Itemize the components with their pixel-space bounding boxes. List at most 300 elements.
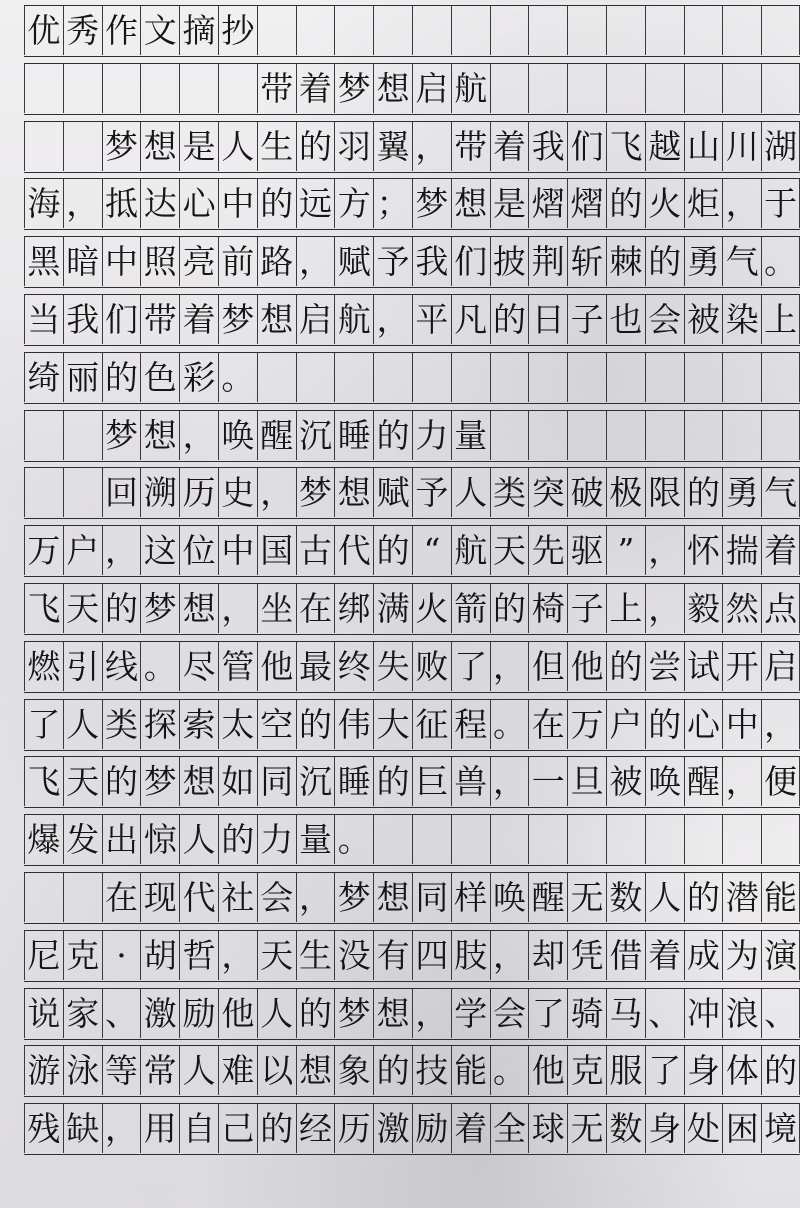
grid-cell bbox=[179, 64, 218, 113]
grid-cell: 经 bbox=[296, 1104, 335, 1153]
grid-cell bbox=[102, 64, 141, 113]
grid-cell: 被 bbox=[606, 757, 645, 806]
grid-cell: 他 bbox=[567, 642, 606, 691]
grid-row bbox=[24, 1045, 800, 1097]
grid-cell bbox=[24, 64, 63, 113]
grid-cell: 凡 bbox=[451, 295, 490, 344]
grid-cell: “ bbox=[412, 526, 451, 575]
grid-cell: 冲 bbox=[684, 989, 723, 1038]
grid-cell: 以 bbox=[257, 1046, 296, 1095]
grid-cell: 心 bbox=[684, 700, 723, 749]
grid-cell: 的 bbox=[645, 700, 684, 749]
grid-cell: ， bbox=[296, 873, 335, 922]
grid-cell: ， bbox=[490, 931, 529, 980]
grid-cell bbox=[296, 6, 335, 55]
grid-cell: 尝 bbox=[645, 642, 684, 691]
grid-cell: 优 bbox=[24, 6, 63, 55]
grid-cell: 、 bbox=[102, 989, 141, 1038]
grid-cell: 他 bbox=[528, 1046, 567, 1095]
grid-row bbox=[24, 178, 800, 230]
grid-cell: 生 bbox=[296, 931, 335, 980]
grid-cell bbox=[761, 815, 800, 864]
grid-cell: 残 bbox=[24, 1104, 63, 1153]
grid-cell: 了 bbox=[528, 989, 567, 1038]
grid-cell bbox=[528, 815, 567, 864]
grid-cell bbox=[412, 815, 451, 864]
grid-cell: 色 bbox=[140, 353, 179, 402]
grid-cell: 想 bbox=[373, 64, 412, 113]
grid-row bbox=[24, 699, 800, 751]
grid-cell: 想 bbox=[179, 584, 218, 633]
grid-cell: 上 bbox=[606, 584, 645, 633]
grid-cell: 在 bbox=[296, 584, 335, 633]
grid-row bbox=[24, 410, 800, 462]
grid-cell: 征 bbox=[412, 700, 451, 749]
grid-cell: 历 bbox=[179, 468, 218, 517]
grid-cell: 毅 bbox=[684, 584, 723, 633]
grid-cell: 试 bbox=[684, 642, 723, 691]
grid-cell bbox=[451, 353, 490, 402]
grid-row bbox=[24, 121, 800, 173]
grid-cell: 出 bbox=[102, 815, 141, 864]
grid-cell bbox=[606, 815, 645, 864]
grid-cell bbox=[645, 353, 684, 402]
grid-cell: 天 bbox=[63, 584, 102, 633]
grid-cell: 人 bbox=[645, 873, 684, 922]
grid-cell: 抄 bbox=[218, 6, 257, 55]
grid-cell: 在 bbox=[102, 873, 141, 922]
grid-cell: 无 bbox=[567, 873, 606, 922]
grid-cell: 气 bbox=[722, 237, 761, 286]
grid-cell: 人 bbox=[257, 989, 296, 1038]
grid-cell bbox=[567, 64, 606, 113]
grid-cell: 回 bbox=[102, 468, 141, 517]
grid-cell: 线 bbox=[102, 642, 141, 691]
grid-cell: 代 bbox=[334, 526, 373, 575]
grid-cell: 人 bbox=[63, 700, 102, 749]
grid-cell: 引 bbox=[63, 642, 102, 691]
grid-cell bbox=[684, 64, 723, 113]
grid-cell: 越 bbox=[645, 122, 684, 171]
grid-cell: 的 bbox=[218, 815, 257, 864]
grid-cell: 全 bbox=[490, 1104, 529, 1153]
grid-cell: 予 bbox=[412, 468, 451, 517]
grid-cell: 火 bbox=[412, 584, 451, 633]
grid-cell: 天 bbox=[257, 931, 296, 980]
grid-cell bbox=[257, 353, 296, 402]
grid-cell: 这 bbox=[140, 526, 179, 575]
grid-cell: 摘 bbox=[179, 6, 218, 55]
grid-cell bbox=[761, 353, 800, 402]
grid-cell bbox=[218, 64, 257, 113]
grid-cell bbox=[24, 122, 63, 171]
grid-cell: 想 bbox=[296, 1046, 335, 1095]
grid-cell: 路 bbox=[257, 237, 296, 286]
grid-cell: 然 bbox=[722, 584, 761, 633]
grid-cell: 着 bbox=[645, 931, 684, 980]
grid-cell: 梦 bbox=[334, 64, 373, 113]
grid-cell: 了 bbox=[24, 700, 63, 749]
grid-cell: 心 bbox=[179, 179, 218, 228]
grid-cell bbox=[606, 353, 645, 402]
grid-cell: 亮 bbox=[179, 237, 218, 286]
grid-cell: 便 bbox=[761, 757, 800, 806]
grid-cell: 最 bbox=[296, 642, 335, 691]
grid-cell: 炬 bbox=[684, 179, 723, 228]
grid-cell: 醒 bbox=[528, 873, 567, 922]
grid-row bbox=[24, 641, 800, 693]
grid-cell: 惊 bbox=[140, 815, 179, 864]
grid-cell: 位 bbox=[179, 526, 218, 575]
grid-cell: 的 bbox=[296, 122, 335, 171]
grid-cell: ， bbox=[412, 122, 451, 171]
grid-row bbox=[24, 1103, 800, 1155]
grid-cell: ， bbox=[490, 757, 529, 806]
grid-cell bbox=[490, 411, 529, 460]
grid-cell: 激 bbox=[373, 1104, 412, 1153]
grid-cell: 川 bbox=[722, 122, 761, 171]
grid-cell: 日 bbox=[528, 295, 567, 344]
grid-cell: 驱 bbox=[567, 526, 606, 575]
grid-cell bbox=[645, 815, 684, 864]
grid-cell bbox=[63, 122, 102, 171]
grid-cell: 熠 bbox=[528, 179, 567, 228]
grid-cell: 在 bbox=[528, 700, 567, 749]
grid-cell: 也 bbox=[606, 295, 645, 344]
grid-cell: 们 bbox=[567, 122, 606, 171]
grid-cell: 翼 bbox=[373, 122, 412, 171]
grid-cell bbox=[373, 815, 412, 864]
grid-cell: 太 bbox=[218, 700, 257, 749]
grid-cell: 的 bbox=[102, 353, 141, 402]
grid-cell: 万 bbox=[24, 526, 63, 575]
grid-cell: 的 bbox=[606, 642, 645, 691]
grid-cell: 程 bbox=[451, 700, 490, 749]
grid-cell: 勇 bbox=[684, 237, 723, 286]
grid-cell: 的 bbox=[606, 179, 645, 228]
grid-cell: 坐 bbox=[257, 584, 296, 633]
grid-cell bbox=[684, 353, 723, 402]
grid-cell: 难 bbox=[218, 1046, 257, 1095]
grid-cell: 现 bbox=[140, 873, 179, 922]
grid-cell bbox=[567, 815, 606, 864]
grid-cell bbox=[722, 815, 761, 864]
grid-cell: 着 bbox=[761, 526, 800, 575]
grid-cell: 于 bbox=[761, 179, 800, 228]
grid-cell bbox=[606, 6, 645, 55]
grid-cell: 的 bbox=[373, 1046, 412, 1095]
grid-cell: 泳 bbox=[63, 1046, 102, 1095]
grid-cell: 前 bbox=[218, 237, 257, 286]
grid-cell: 但 bbox=[528, 642, 567, 691]
grid-cell: 子 bbox=[567, 584, 606, 633]
grid-cell: 管 bbox=[218, 642, 257, 691]
grid-cell: 哲 bbox=[179, 931, 218, 980]
grid-cell: 披 bbox=[490, 237, 529, 286]
grid-cell: 数 bbox=[606, 1104, 645, 1153]
grid-cell: 。 bbox=[334, 815, 373, 864]
grid-cell: 绑 bbox=[334, 584, 373, 633]
grid-cell bbox=[722, 64, 761, 113]
grid-cell: 万 bbox=[567, 700, 606, 749]
grid-cell: 梦 bbox=[102, 411, 141, 460]
grid-cell bbox=[567, 411, 606, 460]
grid-cell: 着 bbox=[179, 295, 218, 344]
grid-cell: 溯 bbox=[140, 468, 179, 517]
grid-cell: 力 bbox=[257, 815, 296, 864]
grid-cell bbox=[24, 468, 63, 517]
grid-cell: 数 bbox=[606, 873, 645, 922]
grid-cell: 古 bbox=[296, 526, 335, 575]
grid-cell: 我 bbox=[528, 122, 567, 171]
grid-cell: 着 bbox=[451, 1104, 490, 1153]
grid-cell: 睡 bbox=[334, 757, 373, 806]
grid-cell bbox=[451, 6, 490, 55]
grid-cell bbox=[63, 64, 102, 113]
grid-cell: 海 bbox=[24, 179, 63, 228]
grid-cell: 类 bbox=[102, 700, 141, 749]
grid-cell: 四 bbox=[412, 931, 451, 980]
grid-cell: 演 bbox=[761, 931, 800, 980]
grid-cell: 了 bbox=[451, 642, 490, 691]
grid-cell: 飞 bbox=[24, 584, 63, 633]
grid-cell: 达 bbox=[140, 179, 179, 228]
grid-cell: 着 bbox=[296, 64, 335, 113]
grid-cell: 发 bbox=[63, 815, 102, 864]
grid-cell: 他 bbox=[257, 642, 296, 691]
grid-cell: 想 bbox=[140, 122, 179, 171]
grid-cell: 中 bbox=[102, 237, 141, 286]
grid-cell: 代 bbox=[179, 873, 218, 922]
grid-cell: ， bbox=[722, 179, 761, 228]
grid-cell: · bbox=[102, 931, 141, 980]
grid-cell: 学 bbox=[451, 989, 490, 1038]
grid-cell: 人 bbox=[179, 815, 218, 864]
grid-cell: 空 bbox=[257, 700, 296, 749]
grid-cell bbox=[567, 6, 606, 55]
grid-cell: ， bbox=[102, 526, 141, 575]
grid-cell: 我 bbox=[63, 295, 102, 344]
grid-cell bbox=[761, 411, 800, 460]
grid-cell: 天 bbox=[490, 526, 529, 575]
grid-cell: 梦 bbox=[412, 179, 451, 228]
grid-cell: 无 bbox=[567, 1104, 606, 1153]
grid-cell: 醒 bbox=[684, 757, 723, 806]
grid-cell: 尼 bbox=[24, 931, 63, 980]
grid-cell: ， bbox=[761, 700, 800, 749]
grid-cell: 限 bbox=[645, 468, 684, 517]
grid-cell: 。 bbox=[140, 642, 179, 691]
grid-cell: 想 bbox=[257, 295, 296, 344]
grid-cell bbox=[684, 411, 723, 460]
grid-cell: 激 bbox=[140, 989, 179, 1038]
grid-cell: 方 bbox=[334, 179, 373, 228]
grid-cell: 火 bbox=[645, 179, 684, 228]
grid-cell: 索 bbox=[179, 700, 218, 749]
grid-cell: 处 bbox=[684, 1104, 723, 1153]
grid-cell: 家 bbox=[63, 989, 102, 1038]
grid-cell: 黑 bbox=[24, 237, 63, 286]
grid-cell: 先 bbox=[528, 526, 567, 575]
grid-cell: 骑 bbox=[567, 989, 606, 1038]
grid-cell: 的 bbox=[490, 295, 529, 344]
grid-cell: 的 bbox=[257, 1104, 296, 1153]
grid-cell: 棘 bbox=[606, 237, 645, 286]
grid-cell: 启 bbox=[761, 642, 800, 691]
grid-cell: 飞 bbox=[24, 757, 63, 806]
grid-cell: 败 bbox=[412, 642, 451, 691]
grid-cell bbox=[645, 6, 684, 55]
grid-cell: 户 bbox=[63, 526, 102, 575]
grid-cell bbox=[373, 353, 412, 402]
grid-cell: 沉 bbox=[296, 757, 335, 806]
grid-cell: 同 bbox=[257, 757, 296, 806]
grid-cell: 启 bbox=[412, 64, 451, 113]
grid-cell bbox=[373, 6, 412, 55]
grid-cell: 户 bbox=[606, 700, 645, 749]
grid-cell: 揣 bbox=[722, 526, 761, 575]
grid-cell bbox=[451, 815, 490, 864]
grid-cell: 克 bbox=[63, 931, 102, 980]
grid-cell: 天 bbox=[63, 757, 102, 806]
grid-cell: 困 bbox=[722, 1104, 761, 1153]
grid-cell: ， bbox=[645, 526, 684, 575]
grid-cell bbox=[412, 6, 451, 55]
grid-cell: 旦 bbox=[567, 757, 606, 806]
grid-cell: 。 bbox=[761, 237, 800, 286]
grid-row bbox=[24, 525, 800, 577]
grid-cell bbox=[334, 6, 373, 55]
grid-cell: 社 bbox=[218, 873, 257, 922]
grid-cell: 探 bbox=[140, 700, 179, 749]
grid-cell bbox=[412, 353, 451, 402]
grid-cell: 会 bbox=[490, 989, 529, 1038]
grid-cell: 荆 bbox=[528, 237, 567, 286]
grid-cell bbox=[722, 6, 761, 55]
grid-cell: 球 bbox=[528, 1104, 567, 1153]
grid-cell: 的 bbox=[645, 237, 684, 286]
grid-cell: 能 bbox=[451, 1046, 490, 1095]
grid-cell: 子 bbox=[567, 295, 606, 344]
grid-cell bbox=[528, 353, 567, 402]
grid-cell: 巨 bbox=[412, 757, 451, 806]
grid-cell: 游 bbox=[24, 1046, 63, 1095]
grid-cell: 梦 bbox=[102, 122, 141, 171]
grid-cell: 予 bbox=[373, 237, 412, 286]
grid-cell: 象 bbox=[334, 1046, 373, 1095]
grid-cell bbox=[761, 6, 800, 55]
grid-cell: 远 bbox=[296, 179, 335, 228]
grid-cell: 唤 bbox=[490, 873, 529, 922]
grid-cell: 技 bbox=[412, 1046, 451, 1095]
grid-cell: 开 bbox=[722, 642, 761, 691]
grid-cell bbox=[645, 64, 684, 113]
grid-cell: ” bbox=[606, 526, 645, 575]
grid-cell: 没 bbox=[334, 931, 373, 980]
grid-cell: ， bbox=[645, 584, 684, 633]
grid-cell: 破 bbox=[567, 468, 606, 517]
grid-cell: 平 bbox=[412, 295, 451, 344]
grid-cell: 史 bbox=[218, 468, 257, 517]
grid-cell: 能 bbox=[761, 873, 800, 922]
grid-cell bbox=[722, 353, 761, 402]
grid-row bbox=[24, 988, 800, 1040]
grid-cell: 绮 bbox=[24, 353, 63, 402]
grid-cell: ， bbox=[218, 931, 257, 980]
grid-cell: 带 bbox=[257, 64, 296, 113]
grid-cell bbox=[63, 411, 102, 460]
grid-row bbox=[24, 756, 800, 808]
grid-cell bbox=[490, 353, 529, 402]
grid-row bbox=[24, 352, 800, 404]
grid-cell bbox=[722, 411, 761, 460]
grid-cell: 成 bbox=[684, 931, 723, 980]
grid-cell: 上 bbox=[761, 295, 800, 344]
grid-cell: 会 bbox=[645, 295, 684, 344]
grid-cell: ， bbox=[63, 179, 102, 228]
grid-cell: 潜 bbox=[722, 873, 761, 922]
grid-cell: ， bbox=[412, 989, 451, 1038]
grid-cell: 同 bbox=[412, 873, 451, 922]
grid-cell: 的 bbox=[102, 757, 141, 806]
grid-cell: 类 bbox=[490, 468, 529, 517]
grid-cell: 想 bbox=[373, 873, 412, 922]
grid-cell: 突 bbox=[528, 468, 567, 517]
grid-cell: 山 bbox=[684, 122, 723, 171]
grid-cell: 秀 bbox=[63, 6, 102, 55]
grid-cell: 极 bbox=[606, 468, 645, 517]
grid-cell: 常 bbox=[140, 1046, 179, 1095]
grid-cell: ， bbox=[373, 295, 412, 344]
grid-cell: 身 bbox=[645, 1104, 684, 1153]
grid-cell bbox=[140, 64, 179, 113]
grid-cell: 生 bbox=[257, 122, 296, 171]
grid-cell: 体 bbox=[722, 1046, 761, 1095]
grid-cell: ， bbox=[490, 642, 529, 691]
grid-cell: 为 bbox=[722, 931, 761, 980]
grid-cell: 被 bbox=[684, 295, 723, 344]
grid-cell: 的 bbox=[296, 700, 335, 749]
grid-cell: 服 bbox=[606, 1046, 645, 1095]
grid-cell: 。 bbox=[490, 1046, 529, 1095]
grid-cell: ， bbox=[218, 584, 257, 633]
grid-cell: 、 bbox=[645, 989, 684, 1038]
grid-cell: 梦 bbox=[140, 757, 179, 806]
grid-cell: 身 bbox=[684, 1046, 723, 1095]
grid-cell: 。 bbox=[490, 700, 529, 749]
grid-row bbox=[24, 63, 800, 115]
grid-cell: 带 bbox=[140, 295, 179, 344]
grid-cell: 等 bbox=[102, 1046, 141, 1095]
grid-cell: 量 bbox=[296, 815, 335, 864]
grid-cell: 境 bbox=[761, 1104, 800, 1153]
grid-cell: 的 bbox=[373, 757, 412, 806]
grid-cell: ， bbox=[102, 1104, 141, 1153]
grid-cell: 伟 bbox=[334, 700, 373, 749]
grid-row bbox=[24, 294, 800, 346]
grid-row bbox=[24, 467, 800, 519]
grid-cell: 启 bbox=[296, 295, 335, 344]
grid-row bbox=[24, 236, 800, 288]
grid-cell: 睡 bbox=[334, 411, 373, 460]
grid-cell: 的 bbox=[373, 526, 412, 575]
grid-cell: 暗 bbox=[63, 237, 102, 286]
grid-cell: 箭 bbox=[451, 584, 490, 633]
grid-cell: 梦 bbox=[296, 468, 335, 517]
grid-cell: 想 bbox=[334, 468, 373, 517]
grid-cell: 。 bbox=[218, 353, 257, 402]
grid-cell: 一 bbox=[528, 757, 567, 806]
